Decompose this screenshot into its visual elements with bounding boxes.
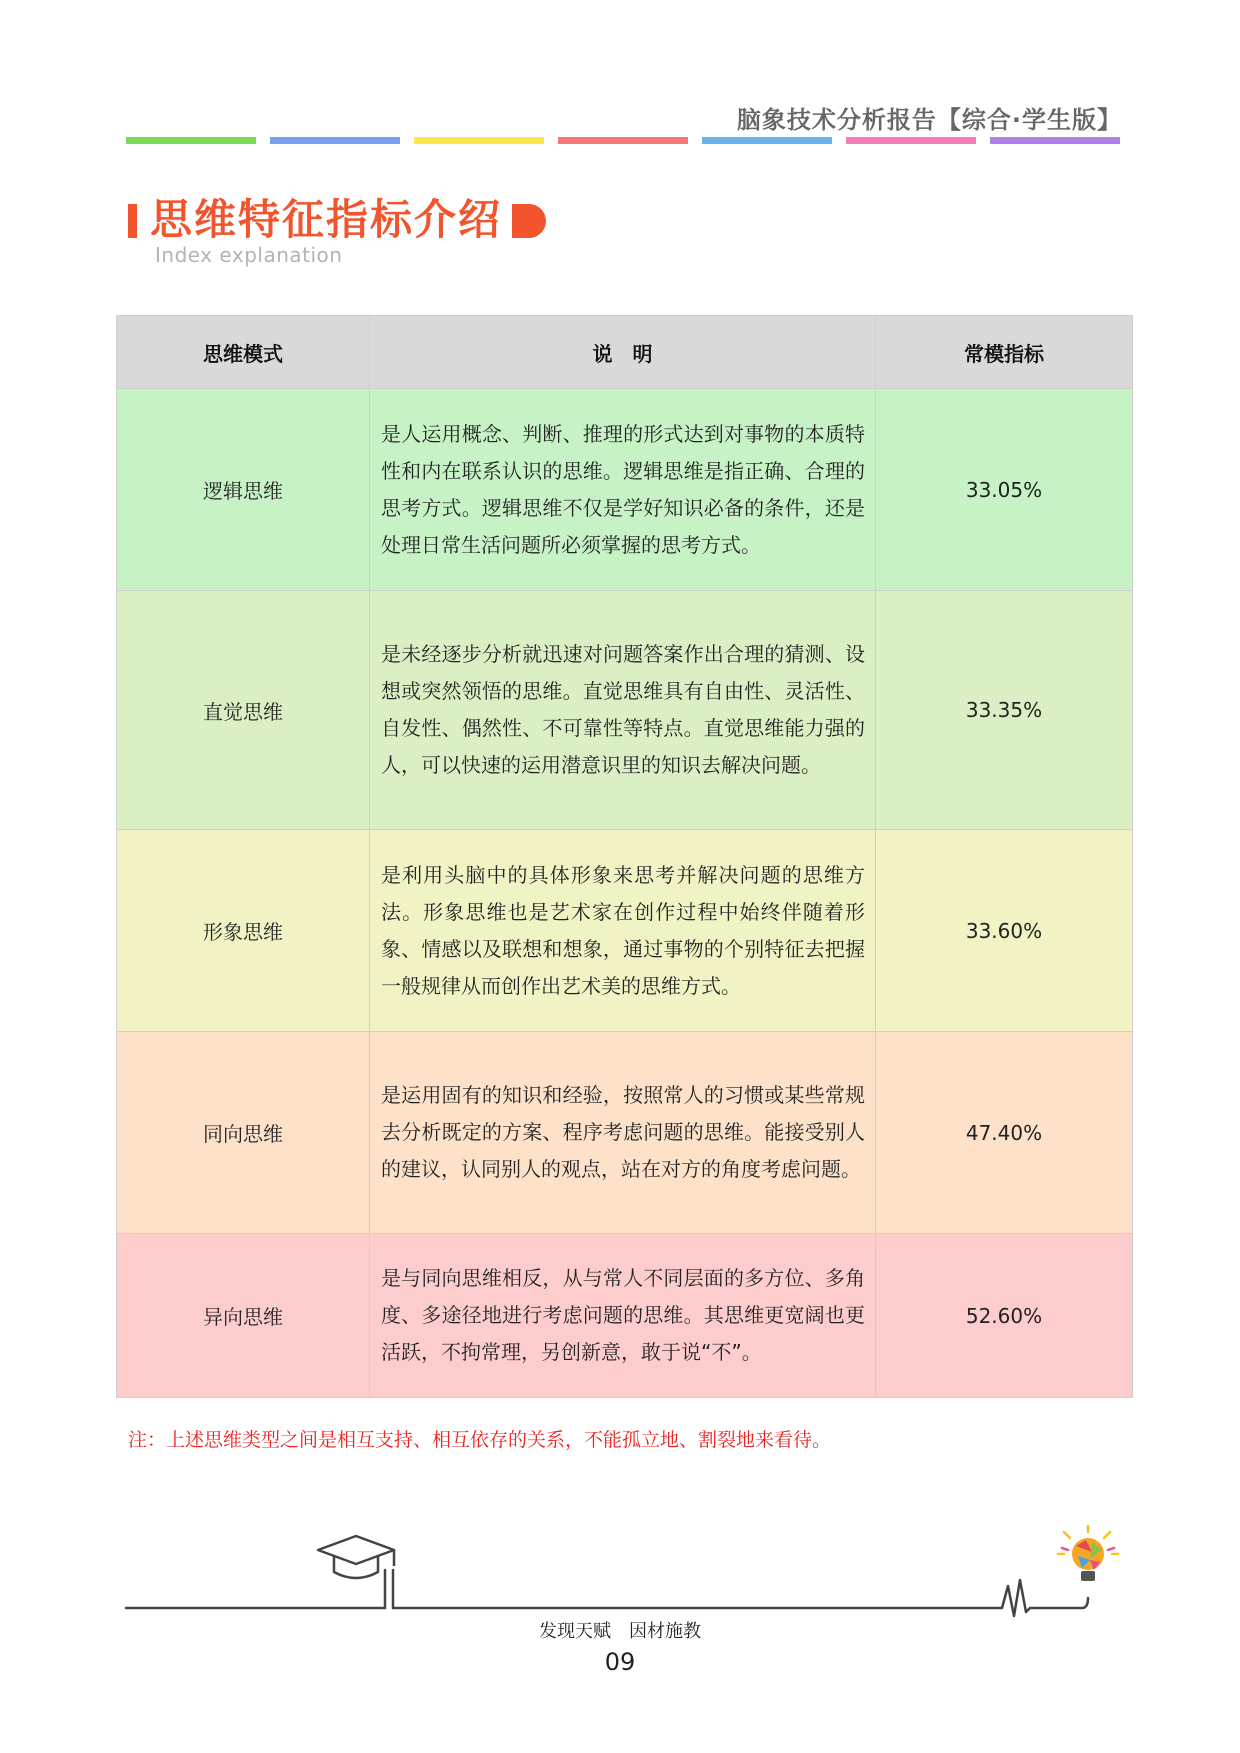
column-header-mode: 思维模式	[117, 316, 370, 389]
thinking-mode: 逻辑思维	[117, 389, 370, 591]
title-accent-bar	[128, 204, 137, 238]
color-bar	[702, 137, 832, 144]
index-table	[116, 315, 1133, 1398]
lightbulb-icon	[1058, 1526, 1118, 1581]
color-bar	[270, 137, 400, 144]
table-row	[117, 389, 1133, 591]
table-header-row	[117, 316, 1133, 389]
column-header-description: 说 明	[370, 316, 876, 389]
thinking-mode: 同向思维	[117, 1032, 370, 1234]
mode-description: 是与同向思维相反，从与常人不同层面的多方位、多角度、多途径地进行考虑问题的思维。其思维更宽阔也更活跃，不拘常理，另创新意，敢于说“不”。	[370, 1234, 876, 1398]
color-bar	[558, 137, 688, 144]
page-number: 09	[604, 1648, 636, 1676]
section-subtitle: Index explanation	[155, 243, 343, 267]
norm-value: 47.40%	[876, 1032, 1133, 1234]
footnote: 注：上述思维类型之间是相互支持、相互依存的关系，不能孤立地、割裂地来看待。	[128, 1429, 832, 1451]
mode-description: 是人运用概念、判断、推理的形式达到对事物的本质特性和内在联系认识的思维。逻辑思维是指正确、合理的思考方式。逻辑思维不仅是学好知识必备的条件，还是处理日常生活问题所必须掌握的思考方式。	[370, 389, 876, 591]
color-bar	[126, 137, 256, 144]
color-bar	[414, 137, 544, 144]
footer-slogan: 发现天赋 因材施教	[539, 1621, 701, 1642]
mode-description: 是运用固有的知识和经验，按照常人的习惯或某些常规去分析既定的方案、程序考虑问题的思维。能接受别人的建议，认同别人的观点，站在对方的角度考虑问题。	[370, 1032, 876, 1234]
report-title: 脑象技术分析报告【综合·学生版】	[736, 106, 1122, 134]
color-bar	[846, 137, 976, 144]
thinking-mode: 异向思维	[117, 1234, 370, 1398]
section-title: 思维特征指标介绍	[150, 195, 503, 244]
footer-decoration	[0, 1520, 1240, 1620]
table-row	[117, 1234, 1133, 1398]
mode-description: 是利用头脑中的具体形象来思考并解决问题的思维方法。形象思维也是艺术家在创作过程中始终伴随着形象、情感以及联想和想象，通过事物的个别特征去把握一般规律从而创作出艺术美的思维方式。	[370, 830, 876, 1032]
table-row	[117, 591, 1133, 830]
thinking-mode: 形象思维	[117, 830, 370, 1032]
graduation-cap-icon	[318, 1536, 394, 1578]
table-row	[117, 830, 1133, 1032]
norm-value: 33.35%	[876, 591, 1133, 830]
mode-description: 是未经逐步分析就迅速对问题答案作出合理的猜测、设想或突然领悟的思维。直觉思维具有自由性、灵活性、自发性、偶然性、不可靠性等特点。直觉思维能力强的人，可以快速的运用潜意识里的知识去解决问题。	[370, 591, 876, 830]
thinking-mode: 直觉思维	[117, 591, 370, 830]
title-end-marker-icon	[512, 204, 546, 238]
table-row	[117, 1032, 1133, 1234]
column-header-norm-index: 常模指标	[876, 316, 1133, 389]
color-bar	[990, 137, 1120, 144]
norm-value: 33.60%	[876, 830, 1133, 1032]
header-color-bars	[126, 137, 1125, 144]
norm-value: 33.05%	[876, 389, 1133, 591]
norm-value: 52.60%	[876, 1234, 1133, 1398]
